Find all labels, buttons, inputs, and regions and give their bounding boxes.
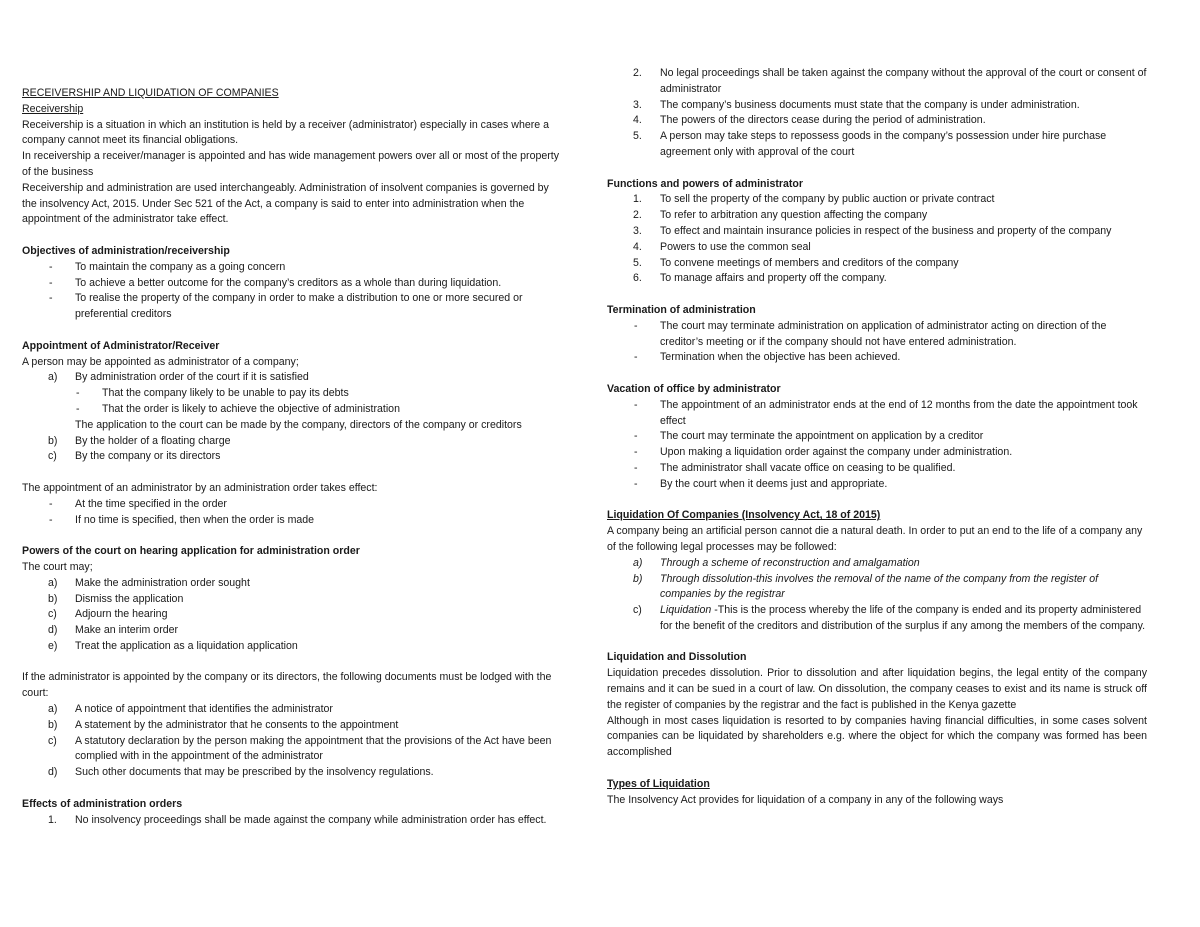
appointment-note: The application to the court can be made by the company, directors of the company or creditors xyxy=(75,418,522,431)
liquidation-item: c) Liquidation -This is the process whereby the life of the company is ended and its property administered for the benefit of the creditors and distribution of the surplus if any among the members of the company. xyxy=(633,604,1146,632)
effects-item: 5. A person may take steps to repossess goods in the company’s possession under hire purchase agreement only with approval of the court xyxy=(633,130,1107,158)
appointment-intro: A person may be appointed as administrator of a company; xyxy=(22,355,299,368)
functions-item: 4. Powers to use the common seal xyxy=(633,240,811,253)
vacation-item: - The court may terminate the appointment on application by a creditor xyxy=(634,430,984,443)
objectives-item: - To realise the property of the company in order to make a distribution to one or more secured or preferential creditors xyxy=(49,292,523,321)
appointment-item: b) By the holder of a floating charge xyxy=(48,434,231,447)
termination-item: - Termination when the objective has been achieved. xyxy=(634,351,901,364)
dissolution-paragraph: Although in most cases liquidation is resorted to by companies having financial difficulties, in some cases solvent companies can be liquidated by shareholders e.g. where the object for which the company was formed has been accomplished xyxy=(607,714,1147,759)
left-column xyxy=(22,0,562,828)
functions-item: 2. To refer to arbitration any question affecting the company xyxy=(633,209,928,222)
receivership-paragraph: Receivership is a situation in which an institution is held by a receiver (administrator) especially in cases where a company cannot meet its financial obligations. xyxy=(22,118,549,147)
effects-item: 2. No legal proceedings shall be taken against the company without the approval of the court or consent of administrator xyxy=(633,67,1147,95)
documents-intro: If the administrator is appointed by the company or its directors, the following documents must be lodged with the court: xyxy=(22,671,552,700)
effects-item: 4. The powers of the directors cease during the period of administration. xyxy=(633,114,986,127)
effects-heading: Effects of administration orders xyxy=(22,797,183,810)
appointment-subitem: - That the order is likely to achieve the objective of administration xyxy=(76,402,400,415)
powers-court-item: e) Treat the application as a liquidation application xyxy=(48,639,298,652)
document-title: RECEIVERSHIP AND LIQUIDATION OF COMPANIES xyxy=(22,87,279,99)
documents-item: b) A statement by the administrator that he consents to the appointment xyxy=(48,718,399,731)
functions-item: 6. To manage affairs and property off the company. xyxy=(633,272,887,285)
functions-heading: Functions and powers of administrator xyxy=(607,177,803,190)
types-heading: Types of Liquidation xyxy=(607,777,710,790)
effects-item: 1. No insolvency proceedings shall be made against the company while administration order has effect. xyxy=(48,813,547,826)
powers-court-item: b) Dismiss the application xyxy=(48,592,184,605)
vacation-heading: Vacation of office by administrator xyxy=(607,382,781,395)
liquidation-intro: A company being an artificial person cannot die a natural death. In order to put an end to the life of a company any of the following legal processes may be followed: xyxy=(607,525,1143,553)
takes-effect-item: - At the time specified in the order xyxy=(49,497,227,510)
receivership-paragraph: In receivership a receiver/manager is appointed and has wide management powers over all or most of the property of the business xyxy=(22,150,560,178)
powers-court-item: c) Adjourn the hearing xyxy=(48,608,168,621)
receivership-paragraph: Receivership and administration are used interchangeably. Administration of insolvent companies is governed by the insolvency Act, 2015. Under Sec 521 of the Act, a company is said to enter into administration when the appointment of the administrator take effect. xyxy=(22,181,549,226)
takes-effect-item: - If no time is specified, then when the order is made xyxy=(49,513,315,526)
functions-item: 1. To sell the property of the company by public auction or private contract xyxy=(633,193,995,206)
objectives-item: - To maintain the company as a going concern xyxy=(49,260,286,273)
liquidation-item: a) Through a scheme of reconstruction and amalgamation xyxy=(633,556,920,569)
receivership-heading: Receivership xyxy=(22,102,84,115)
appointment-subitem: - That the company likely to be unable to pay its debts xyxy=(76,387,349,400)
functions-item: 3. To effect and maintain insurance policies in respect of the business and property of the company xyxy=(633,224,1112,237)
appointment-heading: Appointment of Administrator/Receiver xyxy=(22,339,220,352)
vacation-item: - The administrator shall vacate office on ceasing to be qualified. xyxy=(634,461,956,474)
vacation-item: - The appointment of an administrator ends at the end of 12 months from the date the appointment took effect xyxy=(634,398,1138,427)
documents-item: c) A statutory declaration by the person making the appointment that the provisions of the Act have been complied with in the appointment of the administrator xyxy=(48,734,552,763)
functions-item: 5. To convene meetings of members and creditors of the company xyxy=(633,256,959,269)
powers-court-item: d) Make an interim order xyxy=(48,624,179,637)
takes-effect-intro: The appointment of an administrator by an administration order takes effect: xyxy=(22,481,378,494)
right-column xyxy=(607,0,1147,808)
dissolution-heading: Liquidation and Dissolution xyxy=(607,651,747,664)
termination-heading: Termination of administration xyxy=(607,303,756,316)
documents-item: d) Such other documents that may be prescribed by the insolvency regulations. xyxy=(48,766,434,779)
effects-item: 3. The company’s business documents must state that the company is under administration. xyxy=(633,98,1080,111)
powers-court-intro: The court may; xyxy=(22,560,93,573)
powers-court-heading: Powers of the court on hearing application for administration order xyxy=(22,545,360,558)
liquidation-item: b) Through dissolution-this involves the removal of the name of the company from the register of companies by the registrar xyxy=(633,572,1099,601)
liquidation-heading: Liquidation Of Companies (Insolvency Act, 18 of 2015) xyxy=(607,509,881,522)
objectives-heading: Objectives of administration/receivership xyxy=(22,244,230,257)
dissolution-paragraph: Liquidation precedes dissolution. Prior to dissolution and after liquidation begins, the legal entity of the company remains and it can be sued in a court of law. On dissolution, the company ceases to exist and its name is struck off the register of companies by the registrar and the fact is published in the Kenya gazette xyxy=(607,667,1147,711)
powers-court-item: a) Make the administration order sought xyxy=(48,576,250,589)
termination-item: - The court may terminate administration on application of administrator acting on direction of the creditor’s meeting or if the company should not have entered administration. xyxy=(634,319,1107,348)
appointment-item: c) By the company or its directors xyxy=(48,450,221,463)
vacation-item: - Upon making a liquidation order against the company under administration. xyxy=(634,446,1013,459)
types-intro: The Insolvency Act provides for liquidation of a company in any of the following ways xyxy=(607,793,1004,806)
appointment-item: a) By administration order of the court if it is satisfied xyxy=(48,371,309,384)
objectives-item: - To achieve a better outcome for the company’s creditors as a whole than during liquidation. xyxy=(49,276,502,289)
vacation-item: - By the court when it deems just and appropriate. xyxy=(634,477,888,490)
documents-item: a) A notice of appointment that identifies the administrator xyxy=(48,703,333,716)
